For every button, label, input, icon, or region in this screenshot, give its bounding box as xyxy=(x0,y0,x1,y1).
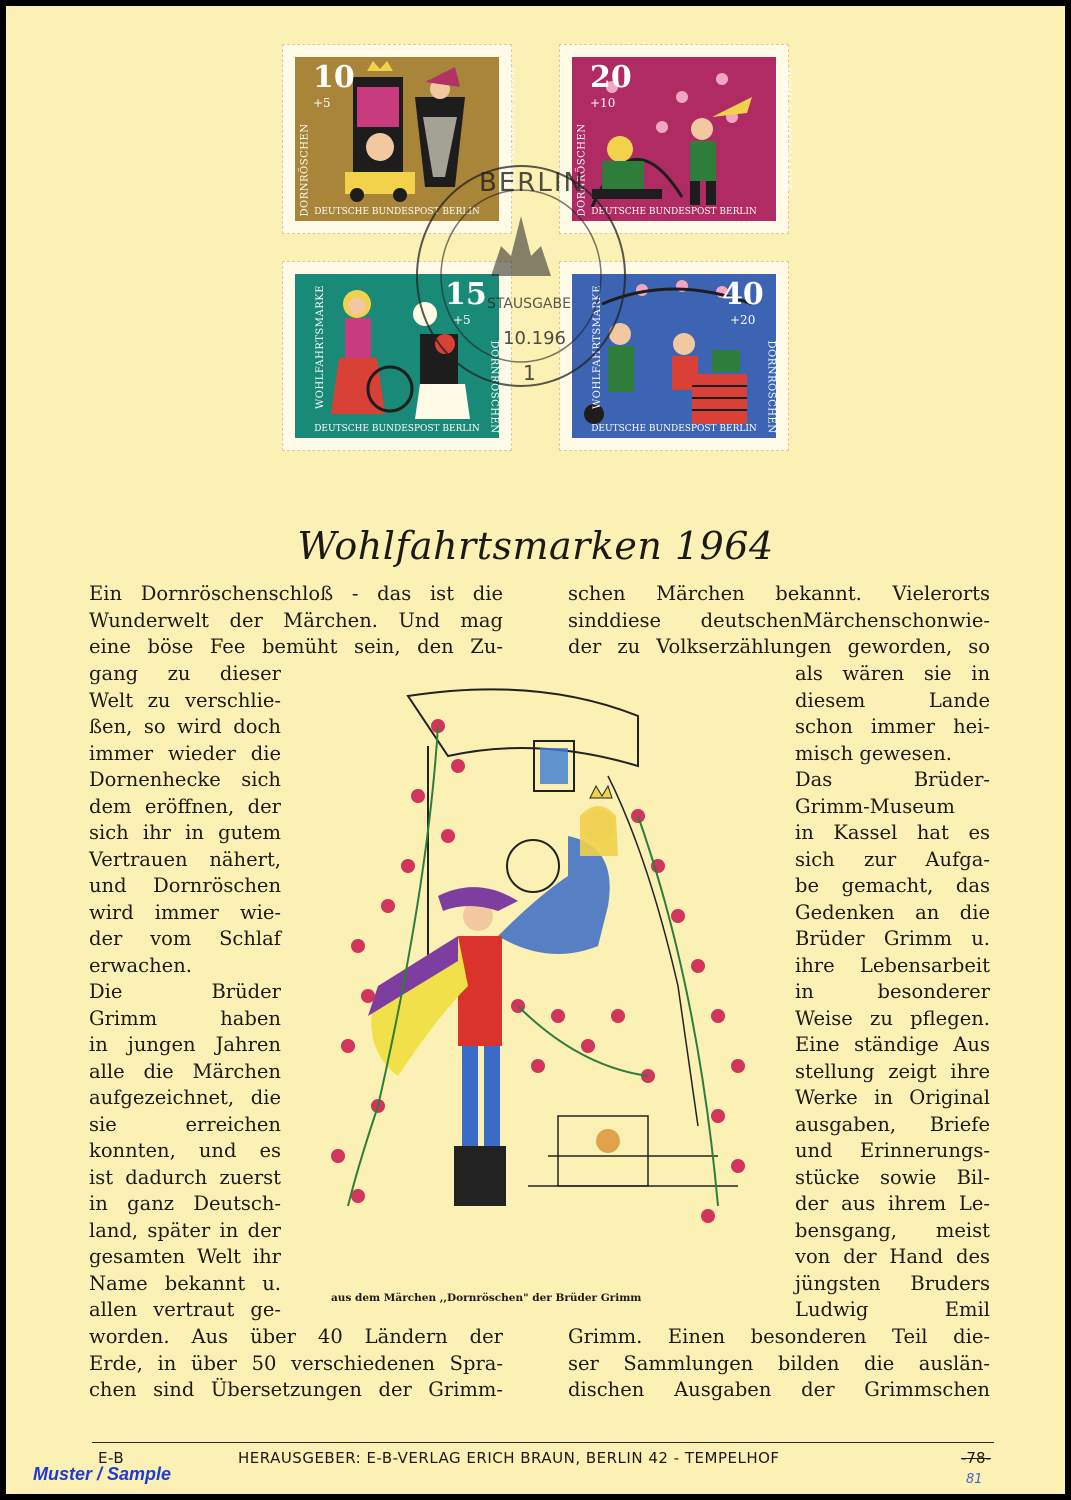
text-line: chen sind Übersetzungen der Grimm- xyxy=(89,1378,503,1401)
text-line: Ludwig Emil xyxy=(795,1298,990,1321)
stamp-surcharge: +10 xyxy=(590,96,616,110)
text-line: Brüder Grimm u. xyxy=(795,927,990,950)
text-line: Name bekannt u. xyxy=(89,1271,281,1295)
text-line: allen vertraut ge- xyxy=(89,1298,281,1321)
postmark-number: 1 xyxy=(523,361,536,385)
footer-divider xyxy=(92,1442,994,1443)
stamp-surcharge: +20 xyxy=(730,313,756,327)
text-line: be gemacht, das xyxy=(795,874,990,897)
stamp-value: 10 xyxy=(313,60,355,95)
postmark xyxy=(411,156,631,416)
text-line: ihre Lebensarbeit xyxy=(795,953,990,977)
text-line: misch gewesen. xyxy=(795,741,952,765)
text-line: Werke in Original xyxy=(795,1086,990,1109)
stamp-footer-text: DEUTSCHE BUNDESPOST BERLIN xyxy=(314,424,480,434)
stamp-value: 40 xyxy=(722,277,764,312)
postmark-city: BERLIN xyxy=(479,168,585,198)
stamp-value: 20 xyxy=(590,60,632,95)
footer-publisher: HERAUSGEBER: E-B-VERLAG ERICH BRAUN, BERLIN 42 - TEMPELHOF xyxy=(238,1449,780,1467)
text-line: in jungen Jahren xyxy=(89,1033,281,1056)
text-line: als wären sie in xyxy=(795,662,990,685)
text-line: ausgaben, Briefe xyxy=(795,1112,990,1136)
page-title: Wohlfahrtsmarken 1964 xyxy=(297,524,774,568)
text-line: Dornenhecke sich xyxy=(89,768,281,791)
text-line: Welt zu verschlie- xyxy=(89,688,281,712)
stamp-surcharge: +5 xyxy=(313,96,331,110)
text-line: Weise zu pflegen. xyxy=(795,1006,990,1030)
stamp-footer-text: DEUTSCHE BUNDESPOST BERLIN xyxy=(591,424,757,434)
text-line: aufgezeichnet, die xyxy=(89,1086,281,1109)
text-line: worden. Aus über 40 Ländern der xyxy=(89,1325,503,1348)
text-line: diesem Lande xyxy=(795,688,990,712)
stamp-side-text-left: WOHLFAHRTSMARKE xyxy=(314,285,326,409)
text-line: in Kassel hat es xyxy=(795,821,990,844)
text-line: eine böse Fee bemüht sein, den Zu- xyxy=(89,635,503,658)
stamp-side-text-left: DORNRÖSCHEN xyxy=(299,123,311,217)
text-line: ser Sammlungen bilden die auslän- xyxy=(568,1351,990,1375)
text-line: dischen Ausgaben der Grimmschen xyxy=(568,1378,990,1401)
text-line: alle die Märchen xyxy=(89,1059,281,1083)
text-line: konnten, und es xyxy=(89,1139,281,1162)
text-line: sie erreichen xyxy=(89,1112,281,1136)
text-line: Grimm haben xyxy=(89,1006,281,1030)
text-line: dem eröffnen, der xyxy=(89,794,281,818)
text-line: und Dornröschen xyxy=(89,874,281,897)
text-line: Wunderwelt der Märchen. Und mag xyxy=(89,608,503,632)
text-line: schen Märchen bekannt. Vielerorts xyxy=(568,582,990,605)
text-line: und Erinnerungs- xyxy=(795,1139,990,1162)
text-line: schon immer hei- xyxy=(795,715,990,738)
text-line: land, später in der xyxy=(89,1218,281,1242)
text-line: der vom Schlaf xyxy=(89,927,281,950)
text-line: erwachen. xyxy=(89,953,192,977)
stamp-side-text-right: DORNRÖSCHEN xyxy=(765,340,777,434)
text-line: sich ihr in gutem xyxy=(89,821,281,844)
text-line: Grimm-Museum xyxy=(795,794,955,818)
text-line: der zu Volkserzählungen geworden, so xyxy=(568,635,990,658)
stamp-surcharge: +5 xyxy=(453,313,471,327)
text-line: in ganz Deutsch- xyxy=(89,1192,281,1215)
postmark-date: 10.196 xyxy=(503,328,566,349)
text-line: Gedenken an die xyxy=(795,900,990,924)
page-number-handwritten: 81 xyxy=(966,1472,983,1487)
text-line: gang zu dieser xyxy=(89,662,281,685)
text-line: stellung zeigt ihre xyxy=(795,1059,990,1083)
text-line: immer wieder die xyxy=(89,741,281,765)
illustration-caption: aus dem Märchen ,,Dornröschen" der Brüder Grimm xyxy=(331,1292,642,1304)
stamp-footer-text: DEUTSCHE BUNDESPOST BERLIN xyxy=(591,207,757,217)
text-line: Vertrauen nähert, xyxy=(89,847,281,871)
text-line: in besonderer xyxy=(795,980,990,1003)
stamp-footer-text: DEUTSCHE BUNDESPOST BERLIN xyxy=(314,207,480,217)
fairy-tale-illustration xyxy=(318,686,758,1276)
stamp-side-text-right: WOHLFAHRTSMARKE xyxy=(503,68,515,192)
text-line: stücke sowie Bil- xyxy=(795,1165,990,1189)
text-line: Eine ständige Aus xyxy=(795,1033,990,1056)
text-line: wird immer wie- xyxy=(89,900,281,924)
stamp-side-text-right: DORNRÖSCHEN xyxy=(488,340,500,434)
text-line: jüngsten Bruders xyxy=(795,1271,990,1295)
text-line: sich zur Aufga- xyxy=(795,847,990,871)
stamp-value: 15 xyxy=(445,277,487,312)
page-number-printed: -78- xyxy=(961,1449,991,1467)
text-line: bensgang, meist xyxy=(795,1218,990,1242)
sample-watermark: Muster / Sample xyxy=(33,1464,172,1484)
text-line: Erde, in über 50 verschiedenen Spra- xyxy=(89,1351,503,1375)
text-line: der aus ihrem Le- xyxy=(795,1192,990,1215)
stamp-side-text-right: WOHLFAHRTSMARKE xyxy=(780,68,792,192)
postmark-event: STAUSGABE xyxy=(487,296,571,312)
text-line: ist dadurch zuerst xyxy=(89,1165,281,1189)
text-line: Ein Dornröschenschloß - das ist die xyxy=(89,582,503,605)
text-line: Das Brüder- xyxy=(795,768,990,791)
text-line: Die Brüder xyxy=(89,980,281,1003)
text-line: gesamten Welt ihr xyxy=(89,1245,281,1268)
footer-code: E-B xyxy=(98,1449,125,1467)
text-line: sinddiese deutschenMärchenschonwie- xyxy=(568,608,990,632)
text-line: Grimm. Einen besonderen Teil die- xyxy=(568,1325,990,1348)
text-line: von der Hand des xyxy=(795,1245,990,1268)
stamp-side-text-left: DORNRÖSCHEN xyxy=(576,123,588,217)
text-line: ßen, so wird doch xyxy=(89,715,281,738)
album-page xyxy=(6,6,1065,1494)
stamp-side-text-left: WOHLFAHRTSMARKE xyxy=(591,285,603,409)
